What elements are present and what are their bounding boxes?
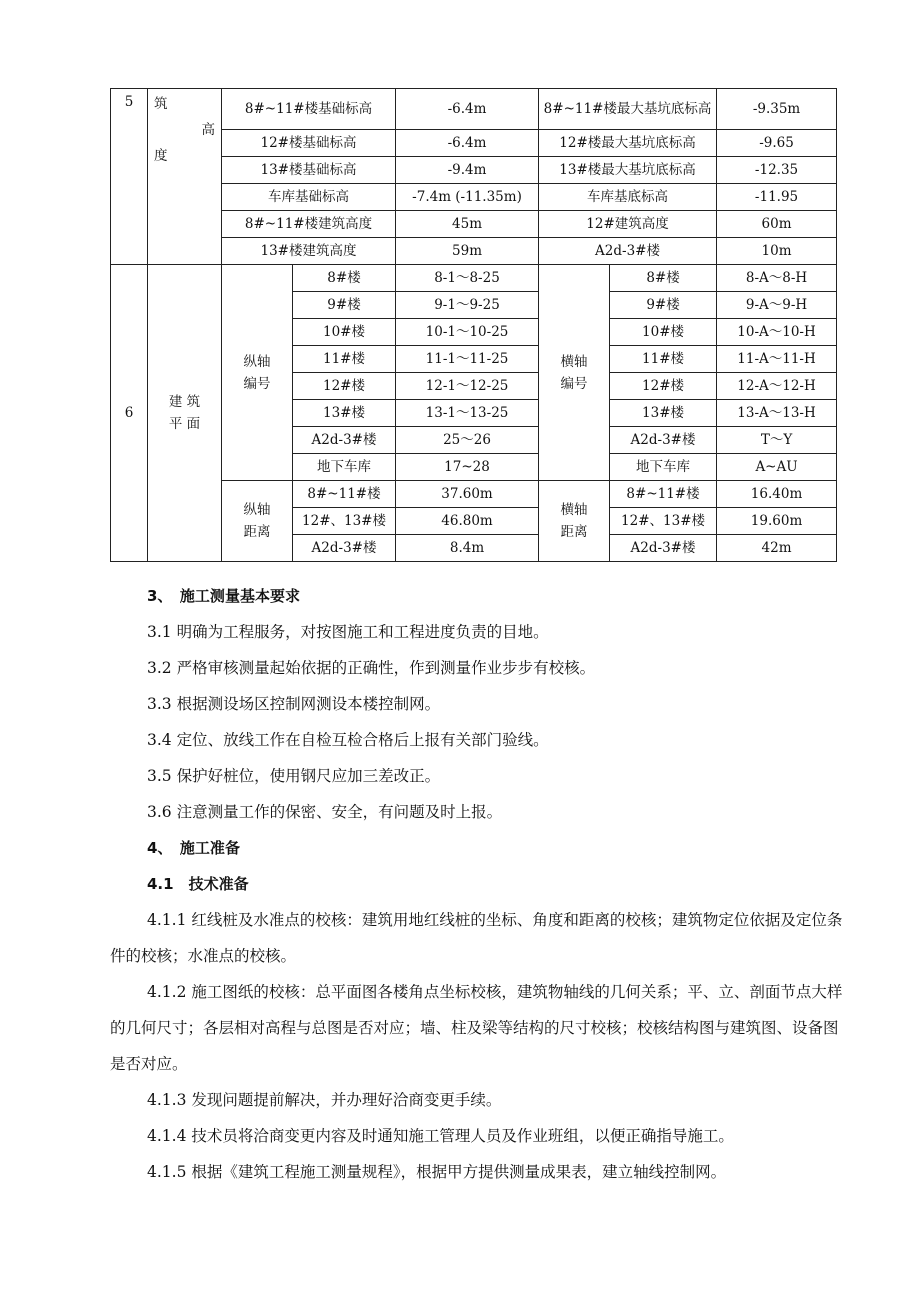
table-cell: A2d-3#楼 [610,535,717,562]
table-cell: 8#~11#楼 [293,481,396,508]
row-label-line: 高 [201,122,215,138]
table-cell: -7.4m (-11.35m) [396,184,539,211]
table-cell: 11-1～11-25 [396,346,539,373]
paragraph: 4.1.1 红线桩及水准点的校核：建筑用地红线桩的坐标、角度和距离的校核；建筑物定位依据及定位条件的校核；水准点的校核。 [110,911,843,965]
table-cell: 12#楼基础标高 [222,130,396,157]
list-item: 3.3 根据测设场区控制网测设本楼控制网。 [147,695,441,713]
group-label-line: 横轴 [560,502,588,518]
table-cell: 10#楼 [293,319,396,346]
table-cell: 37.60m [396,481,539,508]
row-label [148,89,222,265]
table-cell: 地下车库 [293,454,396,481]
row-number: 6 [111,265,148,562]
table-cell: 13-1～13-25 [396,400,539,427]
table-cell: 60m [717,211,837,238]
table-cell: -12.35 [717,157,837,184]
table-cell: 8#~11#楼 [610,481,717,508]
section-heading: 4、 施工准备 [147,839,240,857]
table-cell: 8-1～8-25 [396,265,539,292]
group-label-line: 纵轴 [243,353,271,370]
table-cell: 车库基底标高 [539,184,717,211]
table-cell: 8#~11#楼建筑高度 [222,211,396,238]
table-cell: 8-A～8-H [717,265,837,292]
table-cell: 45m [396,211,539,238]
table-cell: -9.4m [396,157,539,184]
list-item: 3.5 保护好桩位，使用钢尺应加三差改正。 [147,767,441,785]
table-cell: A2d-3#楼 [610,427,717,454]
table-cell: 12#楼最大基坑底标高 [539,130,717,157]
row-label-line: 筑 [154,96,168,112]
table-cell: 10-A～10-H [717,319,837,346]
row-label-line: 度 [154,148,168,164]
group-label [539,481,610,562]
table-cell: 13-A～13-H [717,400,837,427]
table-cell: 8.4m [396,535,539,562]
table-cell: T～Y [717,427,837,454]
table-cell: 12-1～12-25 [396,373,539,400]
table-cell: 9-A～9-H [717,292,837,319]
table-cell: -9.65 [717,130,837,157]
row-label-line: 建 筑 [168,394,201,410]
table-cell: 17~28 [396,454,539,481]
table-cell: 12-A～12-H [717,373,837,400]
group-label [222,481,293,562]
document-body [110,578,850,1190]
table-cell: 13#楼最大基坑底标高 [539,157,717,184]
table-cell: 8#楼 [293,265,396,292]
table-cell: 13#楼 [610,400,717,427]
table-cell: 9#楼 [610,292,717,319]
table-cell: 10#楼 [610,319,717,346]
table-cell: 12#、13#楼 [293,508,396,535]
table-cell: 9#楼 [293,292,396,319]
table-cell: 13#楼建筑高度 [222,238,396,265]
table-cell: 13#楼 [293,400,396,427]
table-cell: A~AU [717,454,837,481]
row-label-line: 平 面 [168,416,201,432]
table-cell: 12#建筑高度 [539,211,717,238]
section-heading: 3、 施工测量基本要求 [147,587,300,605]
table-cell: 12#楼 [293,373,396,400]
table-cell: 59m [396,238,539,265]
table-cell: 10m [717,238,837,265]
group-label-line: 距离 [560,524,588,540]
list-item: 3.4 定位、放线工作在自检互检合格后上报有关部门验线。 [147,731,549,749]
table-cell: -6.4m [396,89,539,130]
group-label [222,265,293,481]
table-cell: 10-1～10-25 [396,319,539,346]
table-cell: 16.40m [717,481,837,508]
table-cell: 8#~11#楼最大基坑底标高 [539,89,717,130]
table-row [111,89,837,130]
row-label [148,265,222,562]
group-label [539,265,610,481]
subsection-heading: 4.1 技术准备 [147,875,249,893]
table-cell: 车库基础标高 [222,184,396,211]
table-cell: A2d-3#楼 [293,427,396,454]
table-row [111,265,837,292]
table-cell: 42m [717,535,837,562]
row-number: 5 [111,89,148,265]
table-cell: 11-A～11-H [717,346,837,373]
table-cell: 19.60m [717,508,837,535]
survey-spec-table [110,88,837,562]
table-cell: 11#楼 [293,346,396,373]
table-cell: -9.35m [717,89,837,130]
group-label-line: 编号 [560,375,588,392]
table-cell: 13#楼基础标高 [222,157,396,184]
table-cell: 地下车库 [610,454,717,481]
table-cell: 46.80m [396,508,539,535]
group-label-line: 纵轴 [243,502,271,518]
paragraph: 4.1.3 发现问题提前解决，并办理好洽商变更手续。 [147,1091,502,1109]
group-label-line: 编号 [243,375,271,392]
table-cell: -6.4m [396,130,539,157]
paragraph: 4.1.5 根据《建筑工程施工测量规程》，根据甲方提供测量成果表，建立轴线控制网。 [147,1163,727,1181]
table-cell: A2d-3#楼 [293,535,396,562]
paragraph: 4.1.2 施工图纸的校核：总平面图各楼角点坐标校核，建筑物轴线的几何关系；平、立、剖面节点大样的几何尺寸；各层相对高程与总图是否对应；墙、柱及梁等结构的尺寸校核；校核结构图与建筑图、设备图是否对应。 [110,983,843,1073]
group-label-line: 距离 [243,524,271,540]
list-item: 3.6 注意测量工作的保密、安全，有问题及时上报。 [147,803,503,821]
table-cell: 11#楼 [610,346,717,373]
group-label-line: 横轴 [560,353,588,370]
table-cell: -11.95 [717,184,837,211]
table-cell: 8#~11#楼基础标高 [222,89,396,130]
table-cell: 8#楼 [610,265,717,292]
table-cell: 25～26 [396,427,539,454]
table-cell: 12#楼 [610,373,717,400]
list-item: 3.1 明确为工程服务，对按图施工和工程进度负责的目地。 [147,623,549,641]
table-cell: A2d-3#楼 [539,238,717,265]
table-cell: 9-1～9-25 [396,292,539,319]
paragraph: 4.1.4 技术员将洽商变更内容及时通知施工管理人员及作业班组，以便正确指导施工。 [147,1127,734,1145]
table-cell: 12#、13#楼 [610,508,717,535]
list-item: 3.2 严格审核测量起始依据的正确性，作到测量作业步步有校核。 [147,659,596,677]
